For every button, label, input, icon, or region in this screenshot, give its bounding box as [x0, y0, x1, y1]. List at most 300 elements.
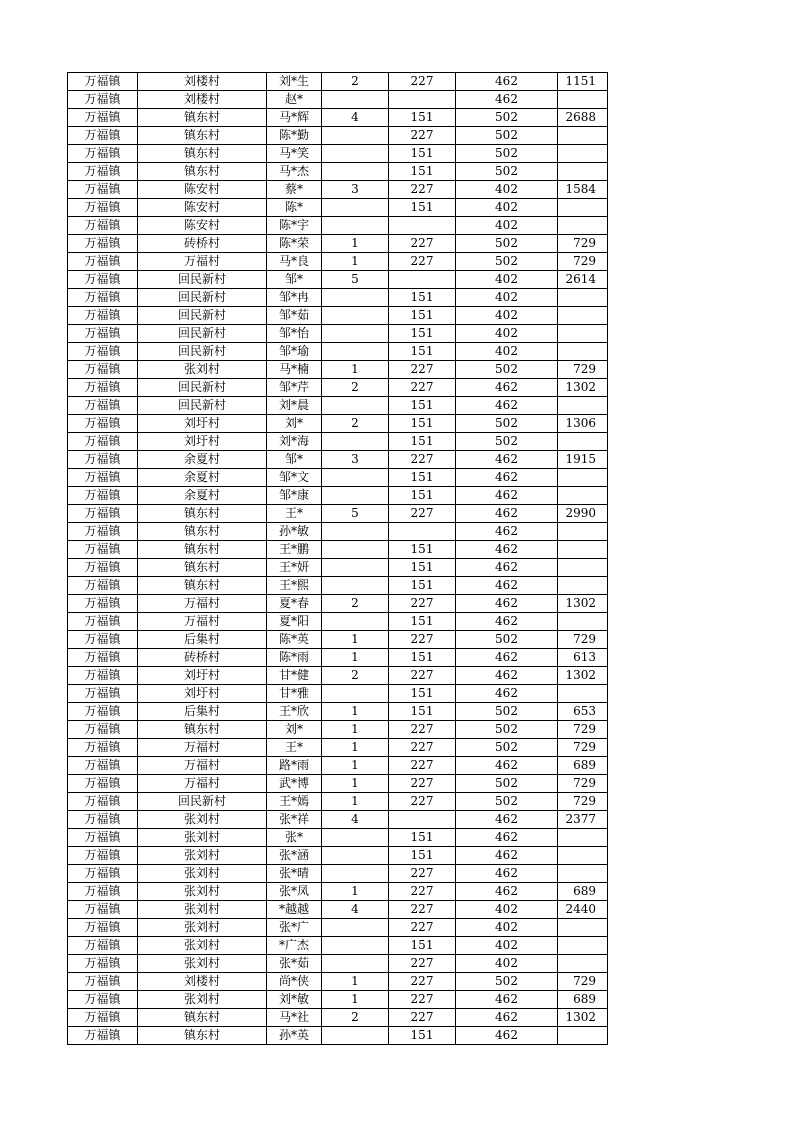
- name-cell: 王*鹏: [267, 541, 322, 559]
- name-cell: 陈*: [267, 199, 322, 217]
- table-row: [68, 919, 608, 937]
- amount-a-cell: 151: [389, 415, 456, 433]
- household-count-cell: [322, 145, 389, 163]
- name-cell: 邹*茹: [267, 307, 322, 325]
- village-cell: 回民新村: [138, 325, 267, 343]
- household-count-cell: 2: [322, 1009, 389, 1027]
- amount-a-cell: 227: [389, 865, 456, 883]
- name-cell: 蔡*: [267, 181, 322, 199]
- amount-a-cell: 227: [389, 451, 456, 469]
- amount-a-cell: [389, 91, 456, 109]
- village-cell: 张刘村: [138, 865, 267, 883]
- town-cell: 万福镇: [68, 631, 138, 649]
- table-row: [68, 631, 608, 649]
- amount-a-cell: 151: [389, 163, 456, 181]
- amount-b-cell: 462: [456, 595, 558, 613]
- total-cell: 729: [558, 973, 608, 991]
- village-cell: 刘楼村: [138, 973, 267, 991]
- village-cell: 砖桥村: [138, 649, 267, 667]
- amount-a-cell: 227: [389, 793, 456, 811]
- total-cell: [558, 613, 608, 631]
- total-cell: 1584: [558, 181, 608, 199]
- name-cell: 王*欣: [267, 703, 322, 721]
- village-cell: 镇东村: [138, 109, 267, 127]
- village-cell: 张刘村: [138, 847, 267, 865]
- amount-a-cell: 227: [389, 127, 456, 145]
- table-row: [68, 811, 608, 829]
- name-cell: 尚*侠: [267, 973, 322, 991]
- total-cell: [558, 325, 608, 343]
- village-cell: 陈安村: [138, 199, 267, 217]
- household-count-cell: 1: [322, 721, 389, 739]
- amount-b-cell: 462: [456, 541, 558, 559]
- town-cell: 万福镇: [68, 919, 138, 937]
- household-count-cell: 1: [322, 883, 389, 901]
- table-row: [68, 307, 608, 325]
- household-count-cell: [322, 685, 389, 703]
- amount-b-cell: 502: [456, 793, 558, 811]
- village-cell: 镇东村: [138, 1027, 267, 1045]
- table-row: [68, 541, 608, 559]
- table-row: [68, 523, 608, 541]
- village-cell: 镇东村: [138, 127, 267, 145]
- name-cell: 刘*: [267, 721, 322, 739]
- total-cell: [558, 289, 608, 307]
- total-cell: 689: [558, 757, 608, 775]
- name-cell: 孙*英: [267, 1027, 322, 1045]
- household-count-cell: [322, 487, 389, 505]
- table-row: [68, 865, 608, 883]
- total-cell: [558, 145, 608, 163]
- name-cell: 王*: [267, 739, 322, 757]
- household-count-cell: 2: [322, 667, 389, 685]
- amount-b-cell: 462: [456, 829, 558, 847]
- name-cell: 张*茹: [267, 955, 322, 973]
- village-cell: 回民新村: [138, 397, 267, 415]
- table-row: [68, 361, 608, 379]
- name-cell: 邹*怡: [267, 325, 322, 343]
- amount-b-cell: 462: [456, 1027, 558, 1045]
- town-cell: 万福镇: [68, 865, 138, 883]
- village-cell: 万福村: [138, 253, 267, 271]
- amount-a-cell: 151: [389, 1027, 456, 1045]
- name-cell: 邹*芹: [267, 379, 322, 397]
- table-row: [68, 649, 608, 667]
- town-cell: 万福镇: [68, 937, 138, 955]
- table-row: [68, 379, 608, 397]
- table-row: [68, 559, 608, 577]
- name-cell: 刘*敏: [267, 991, 322, 1009]
- town-cell: 万福镇: [68, 955, 138, 973]
- household-count-cell: [322, 523, 389, 541]
- name-cell: 邹*: [267, 271, 322, 289]
- table-row: [68, 91, 608, 109]
- household-count-cell: 1: [322, 991, 389, 1009]
- town-cell: 万福镇: [68, 451, 138, 469]
- total-cell: [558, 523, 608, 541]
- town-cell: 万福镇: [68, 721, 138, 739]
- table-row: [68, 667, 608, 685]
- total-cell: [558, 829, 608, 847]
- household-count-cell: [322, 559, 389, 577]
- household-count-cell: [322, 343, 389, 361]
- amount-b-cell: 462: [456, 883, 558, 901]
- amount-a-cell: 227: [389, 919, 456, 937]
- amount-b-cell: 502: [456, 973, 558, 991]
- amount-a-cell: [389, 811, 456, 829]
- town-cell: 万福镇: [68, 739, 138, 757]
- village-cell: 镇东村: [138, 145, 267, 163]
- total-cell: [558, 685, 608, 703]
- table-row: [68, 991, 608, 1009]
- household-count-cell: 5: [322, 505, 389, 523]
- amount-a-cell: 227: [389, 739, 456, 757]
- town-cell: 万福镇: [68, 361, 138, 379]
- household-count-cell: [322, 1027, 389, 1045]
- records-table: [67, 72, 608, 1045]
- town-cell: 万福镇: [68, 469, 138, 487]
- total-cell: 1302: [558, 1009, 608, 1027]
- town-cell: 万福镇: [68, 181, 138, 199]
- total-cell: [558, 559, 608, 577]
- amount-a-cell: 151: [389, 325, 456, 343]
- village-cell: 回民新村: [138, 289, 267, 307]
- town-cell: 万福镇: [68, 199, 138, 217]
- amount-a-cell: 227: [389, 775, 456, 793]
- household-count-cell: [322, 217, 389, 235]
- table-row: [68, 325, 608, 343]
- household-count-cell: [322, 937, 389, 955]
- household-count-cell: 3: [322, 181, 389, 199]
- name-cell: 邹*康: [267, 487, 322, 505]
- amount-b-cell: 402: [456, 919, 558, 937]
- name-cell: 陈*荣: [267, 235, 322, 253]
- household-count-cell: [322, 397, 389, 415]
- household-count-cell: [322, 541, 389, 559]
- table-row: [68, 253, 608, 271]
- amount-b-cell: 462: [456, 397, 558, 415]
- amount-a-cell: 227: [389, 235, 456, 253]
- total-cell: [558, 847, 608, 865]
- household-count-cell: [322, 307, 389, 325]
- amount-a-cell: 227: [389, 757, 456, 775]
- village-cell: 刘圩村: [138, 667, 267, 685]
- household-count-cell: 1: [322, 739, 389, 757]
- total-cell: 729: [558, 631, 608, 649]
- amount-b-cell: 462: [456, 523, 558, 541]
- table-row: [68, 433, 608, 451]
- town-cell: 万福镇: [68, 343, 138, 361]
- name-cell: 马*楠: [267, 361, 322, 379]
- total-cell: [558, 919, 608, 937]
- amount-b-cell: 462: [456, 379, 558, 397]
- total-cell: [558, 487, 608, 505]
- name-cell: 刘*生: [267, 73, 322, 91]
- total-cell: [558, 469, 608, 487]
- village-cell: 余夏村: [138, 451, 267, 469]
- name-cell: 刘*: [267, 415, 322, 433]
- table-row: [68, 685, 608, 703]
- amount-b-cell: 462: [456, 613, 558, 631]
- total-cell: 2990: [558, 505, 608, 523]
- total-cell: 1302: [558, 667, 608, 685]
- village-cell: 回民新村: [138, 307, 267, 325]
- amount-b-cell: 462: [456, 469, 558, 487]
- village-cell: 砖桥村: [138, 235, 267, 253]
- amount-b-cell: 462: [456, 505, 558, 523]
- amount-a-cell: 151: [389, 847, 456, 865]
- village-cell: 镇东村: [138, 523, 267, 541]
- amount-b-cell: 462: [456, 757, 558, 775]
- amount-a-cell: 151: [389, 685, 456, 703]
- amount-b-cell: 402: [456, 901, 558, 919]
- amount-b-cell: 502: [456, 433, 558, 451]
- amount-b-cell: 502: [456, 127, 558, 145]
- village-cell: 陈安村: [138, 181, 267, 199]
- village-cell: 镇东村: [138, 559, 267, 577]
- amount-a-cell: 151: [389, 703, 456, 721]
- table-row: [68, 235, 608, 253]
- amount-a-cell: 227: [389, 505, 456, 523]
- table-row: [68, 901, 608, 919]
- village-cell: 张刘村: [138, 361, 267, 379]
- household-count-cell: 1: [322, 235, 389, 253]
- town-cell: 万福镇: [68, 505, 138, 523]
- town-cell: 万福镇: [68, 253, 138, 271]
- table-row: [68, 955, 608, 973]
- name-cell: 夏*春: [267, 595, 322, 613]
- town-cell: 万福镇: [68, 595, 138, 613]
- total-cell: 729: [558, 721, 608, 739]
- village-cell: 回民新村: [138, 379, 267, 397]
- household-count-cell: 2: [322, 415, 389, 433]
- town-cell: 万福镇: [68, 559, 138, 577]
- town-cell: 万福镇: [68, 685, 138, 703]
- name-cell: 甘*雅: [267, 685, 322, 703]
- town-cell: 万福镇: [68, 667, 138, 685]
- amount-b-cell: 462: [456, 559, 558, 577]
- table-row: [68, 883, 608, 901]
- village-cell: 万福村: [138, 775, 267, 793]
- household-count-cell: 2: [322, 73, 389, 91]
- table-row: [68, 217, 608, 235]
- town-cell: 万福镇: [68, 415, 138, 433]
- table-row: [68, 595, 608, 613]
- amount-a-cell: 151: [389, 469, 456, 487]
- amount-b-cell: 462: [456, 451, 558, 469]
- village-cell: 张刘村: [138, 901, 267, 919]
- amount-b-cell: 462: [456, 577, 558, 595]
- amount-b-cell: 462: [456, 649, 558, 667]
- town-cell: 万福镇: [68, 991, 138, 1009]
- table-row: [68, 271, 608, 289]
- total-cell: 1302: [558, 595, 608, 613]
- amount-b-cell: 462: [456, 991, 558, 1009]
- town-cell: 万福镇: [68, 73, 138, 91]
- town-cell: 万福镇: [68, 217, 138, 235]
- total-cell: 653: [558, 703, 608, 721]
- name-cell: *越越: [267, 901, 322, 919]
- amount-a-cell: 151: [389, 433, 456, 451]
- village-cell: 镇东村: [138, 1009, 267, 1027]
- amount-a-cell: 227: [389, 901, 456, 919]
- town-cell: 万福镇: [68, 1027, 138, 1045]
- amount-a-cell: 151: [389, 829, 456, 847]
- total-cell: 729: [558, 253, 608, 271]
- amount-a-cell: 151: [389, 559, 456, 577]
- amount-b-cell: 402: [456, 937, 558, 955]
- village-cell: 刘圩村: [138, 685, 267, 703]
- total-cell: 729: [558, 361, 608, 379]
- name-cell: 甘*健: [267, 667, 322, 685]
- total-cell: 1151: [558, 73, 608, 91]
- amount-a-cell: 227: [389, 595, 456, 613]
- name-cell: 马*良: [267, 253, 322, 271]
- household-count-cell: [322, 127, 389, 145]
- table-row: [68, 505, 608, 523]
- amount-a-cell: 151: [389, 577, 456, 595]
- household-count-cell: 4: [322, 901, 389, 919]
- name-cell: 刘*海: [267, 433, 322, 451]
- household-count-cell: [322, 865, 389, 883]
- town-cell: 万福镇: [68, 613, 138, 631]
- amount-a-cell: [389, 271, 456, 289]
- town-cell: 万福镇: [68, 109, 138, 127]
- town-cell: 万福镇: [68, 883, 138, 901]
- village-cell: 万福村: [138, 613, 267, 631]
- town-cell: 万福镇: [68, 127, 138, 145]
- household-count-cell: 1: [322, 631, 389, 649]
- table-row: [68, 415, 608, 433]
- table-row: [68, 721, 608, 739]
- total-cell: [558, 307, 608, 325]
- table-row: [68, 1009, 608, 1027]
- name-cell: *广杰: [267, 937, 322, 955]
- name-cell: 王*嫣: [267, 793, 322, 811]
- village-cell: 万福村: [138, 757, 267, 775]
- village-cell: 张刘村: [138, 991, 267, 1009]
- town-cell: 万福镇: [68, 271, 138, 289]
- name-cell: 马*笑: [267, 145, 322, 163]
- amount-a-cell: 151: [389, 199, 456, 217]
- total-cell: [558, 865, 608, 883]
- amount-b-cell: 502: [456, 109, 558, 127]
- amount-b-cell: 402: [456, 181, 558, 199]
- amount-a-cell: 151: [389, 613, 456, 631]
- table-row: [68, 613, 608, 631]
- town-cell: 万福镇: [68, 145, 138, 163]
- total-cell: 2377: [558, 811, 608, 829]
- amount-a-cell: 227: [389, 721, 456, 739]
- amount-b-cell: 402: [456, 199, 558, 217]
- amount-b-cell: 462: [456, 487, 558, 505]
- name-cell: 邹*冉: [267, 289, 322, 307]
- name-cell: 马*杰: [267, 163, 322, 181]
- amount-b-cell: 402: [456, 271, 558, 289]
- amount-b-cell: 402: [456, 289, 558, 307]
- town-cell: 万福镇: [68, 649, 138, 667]
- village-cell: 后集村: [138, 631, 267, 649]
- amount-a-cell: 227: [389, 253, 456, 271]
- town-cell: 万福镇: [68, 847, 138, 865]
- town-cell: 万福镇: [68, 523, 138, 541]
- name-cell: 张*: [267, 829, 322, 847]
- name-cell: 陈*宇: [267, 217, 322, 235]
- village-cell: 镇东村: [138, 721, 267, 739]
- household-count-cell: [322, 289, 389, 307]
- amount-a-cell: 151: [389, 541, 456, 559]
- household-count-cell: 4: [322, 811, 389, 829]
- amount-b-cell: 402: [456, 307, 558, 325]
- village-cell: 刘圩村: [138, 433, 267, 451]
- table-row: [68, 739, 608, 757]
- town-cell: 万福镇: [68, 307, 138, 325]
- total-cell: [558, 397, 608, 415]
- amount-a-cell: 227: [389, 991, 456, 1009]
- table-row: [68, 937, 608, 955]
- name-cell: 邹*文: [267, 469, 322, 487]
- amount-b-cell: 402: [456, 325, 558, 343]
- amount-a-cell: 227: [389, 73, 456, 91]
- town-cell: 万福镇: [68, 379, 138, 397]
- town-cell: 万福镇: [68, 757, 138, 775]
- table-row: [68, 793, 608, 811]
- household-count-cell: 1: [322, 649, 389, 667]
- records-body: [68, 73, 608, 1045]
- total-cell: 729: [558, 235, 608, 253]
- household-count-cell: 1: [322, 973, 389, 991]
- total-cell: 689: [558, 991, 608, 1009]
- total-cell: 729: [558, 775, 608, 793]
- town-cell: 万福镇: [68, 811, 138, 829]
- town-cell: 万福镇: [68, 235, 138, 253]
- name-cell: 陈*英: [267, 631, 322, 649]
- total-cell: 1306: [558, 415, 608, 433]
- name-cell: 孙*敏: [267, 523, 322, 541]
- village-cell: 刘楼村: [138, 91, 267, 109]
- name-cell: 张*祥: [267, 811, 322, 829]
- household-count-cell: [322, 577, 389, 595]
- household-count-cell: 1: [322, 757, 389, 775]
- table-row: [68, 343, 608, 361]
- amount-b-cell: 502: [456, 721, 558, 739]
- household-count-cell: 1: [322, 793, 389, 811]
- amount-a-cell: 151: [389, 343, 456, 361]
- household-count-cell: [322, 91, 389, 109]
- total-cell: 2440: [558, 901, 608, 919]
- table-row: [68, 199, 608, 217]
- town-cell: 万福镇: [68, 397, 138, 415]
- town-cell: 万福镇: [68, 775, 138, 793]
- amount-a-cell: [389, 523, 456, 541]
- town-cell: 万福镇: [68, 487, 138, 505]
- town-cell: 万福镇: [68, 829, 138, 847]
- name-cell: 陈*勤: [267, 127, 322, 145]
- name-cell: 刘*晨: [267, 397, 322, 415]
- household-count-cell: [322, 325, 389, 343]
- amount-a-cell: 227: [389, 631, 456, 649]
- amount-a-cell: 151: [389, 145, 456, 163]
- name-cell: 邹*瑜: [267, 343, 322, 361]
- amount-a-cell: 227: [389, 883, 456, 901]
- town-cell: 万福镇: [68, 577, 138, 595]
- amount-b-cell: 502: [456, 145, 558, 163]
- village-cell: 张刘村: [138, 811, 267, 829]
- name-cell: 王*: [267, 505, 322, 523]
- total-cell: [558, 343, 608, 361]
- amount-b-cell: 402: [456, 955, 558, 973]
- village-cell: 镇东村: [138, 163, 267, 181]
